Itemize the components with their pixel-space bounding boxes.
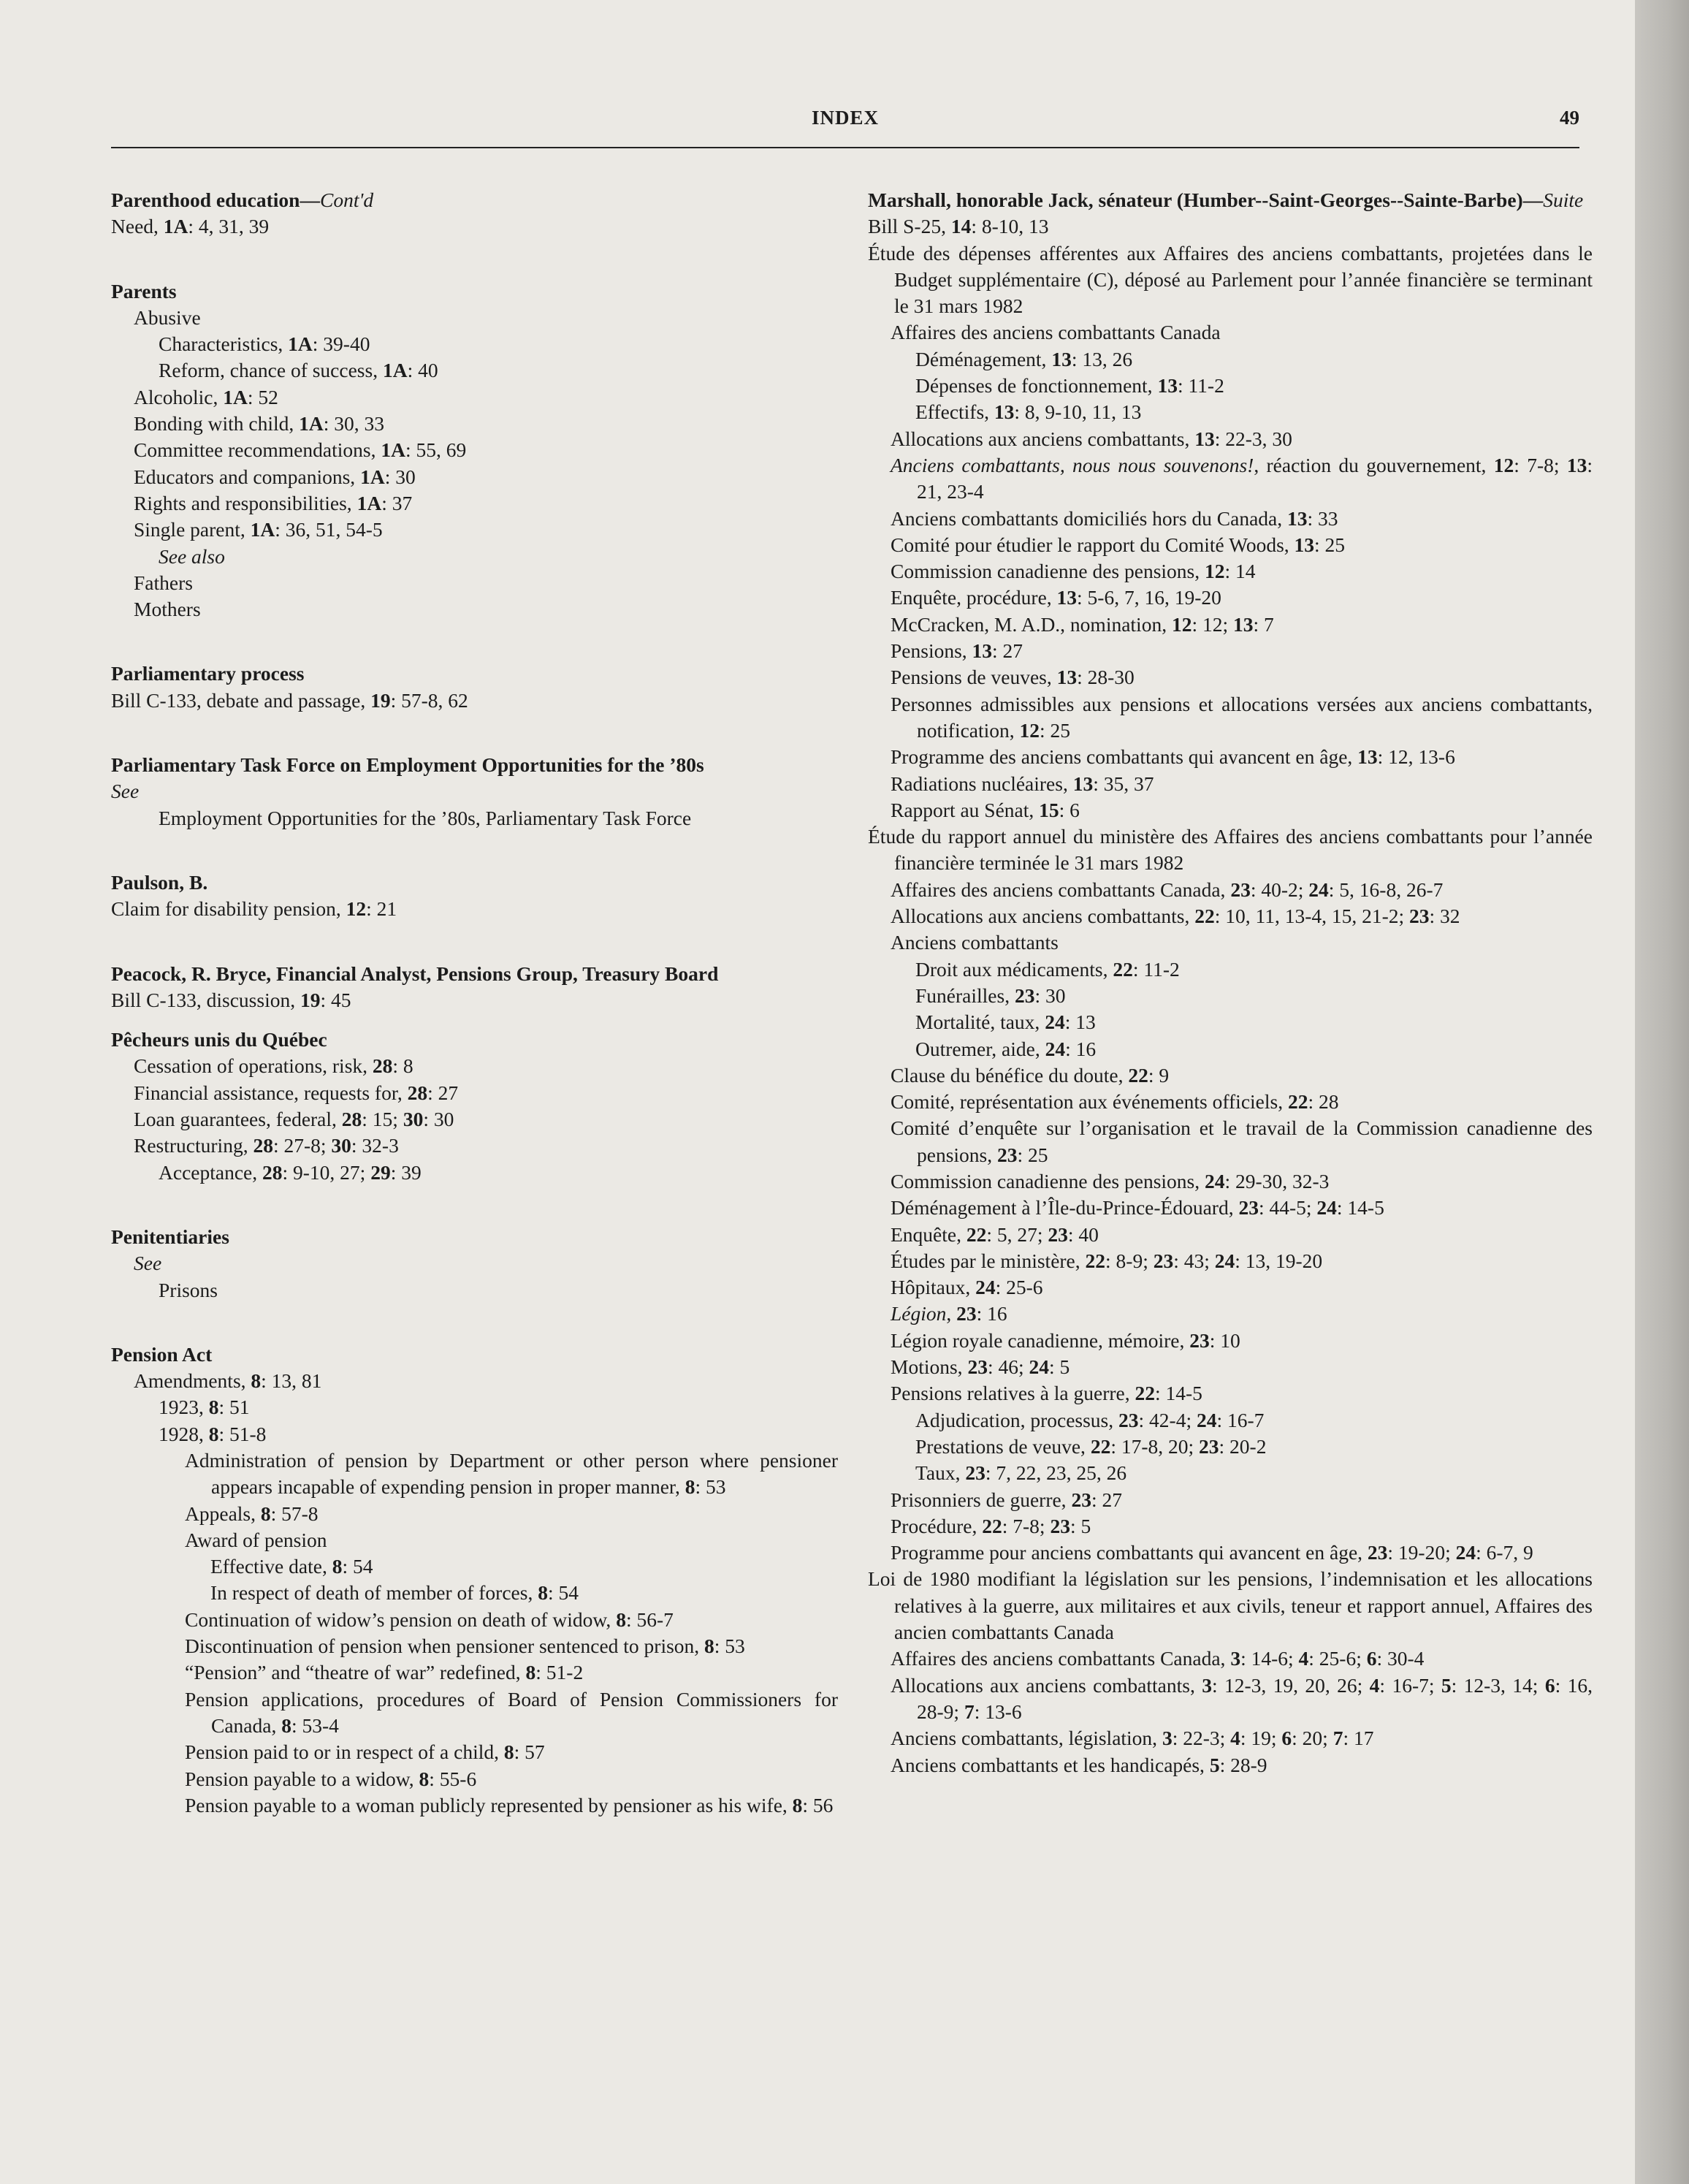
index-entry: Étude des dépenses afférentes aux Affaires des anciens combattants, projetées dans le Budget supplémentaire (C), déposé au Parlement pour l’année financière se terminant le 31 mars 1982 (868, 241, 1593, 318)
index-entry: Employment Opportunities for the ’80s, Parliamentary Task Force (159, 806, 692, 829)
index-entry: Allocations aux anciens combattants, 13: 22-3, 30 (891, 427, 1292, 450)
index-entry: Bill C-133, discussion, 19: 45 (111, 988, 351, 1011)
index-entry: Need, 1A: 4, 31, 39 (111, 215, 270, 238)
index-entry: Personnes admissibles aux pensions et allocations versées aux anciens combattants, notification, 12: 25 (891, 692, 1593, 742)
index-entry: Pensions de veuves, 13: 28-30 (891, 666, 1135, 689)
index-heading: Pêcheurs unis du Québec (111, 1028, 327, 1051)
index-entry: Pensions relatives à la guerre, 22: 14-5 (891, 1382, 1202, 1405)
index-entry: Anciens combattants et les handicapés, 5: 28-9 (891, 1753, 1267, 1776)
index-entry: Commission canadienne des pensions, 24: 29-30, 32-3 (891, 1169, 1330, 1192)
index-entry: Taux, 23: 7, 22, 23, 25, 26 (915, 1461, 1127, 1485)
index-entry: Appeals, 8: 57-8 (185, 1502, 319, 1525)
index-entry: Effectifs, 13: 8, 9-10, 11, 13 (915, 400, 1142, 424)
index-column-right (868, 187, 1593, 1778)
index-entry: Programme des anciens combattants qui avancent en âge, 13: 12, 13-6 (891, 745, 1455, 769)
index-heading: Parents (111, 279, 177, 303)
index-entry: Clause du bénéfice du doute, 22: 9 (891, 1063, 1170, 1087)
index-entry: Anciens combattants domiciliés hors du Canada, 13: 33 (891, 506, 1338, 530)
index-entry: Effective date, 8: 54 (210, 1555, 373, 1578)
index-entry: Claim for disability pension, 12: 21 (111, 897, 397, 921)
index-entry: McCracken, M. A.D., nomination, 12: 12; 13: 7 (891, 612, 1274, 636)
index-heading: Parliamentary Task Force on Employment Opportunities for the ’80s (111, 753, 704, 777)
index-entry: Rapport au Sénat, 15: 6 (891, 798, 1080, 821)
index-entry: Radiations nucléaires, 13: 35, 37 (891, 772, 1154, 795)
index-entry: Affaires des anciens combattants Canada, 3: 14-6; 4: 25-6; 6: 30-4 (891, 1647, 1425, 1670)
index-entry: Anciens combattants, législation, 3: 22-3; 4: 19; 6: 20; 7: 17 (891, 1727, 1374, 1750)
index-entry: Comité d’enquête sur l’organisation et le travail de la Commission canadienne des pensions, 23: 25 (891, 1116, 1593, 1166)
index-heading: Peacock, R. Bryce, Financial Analyst, Pensions Group, Treasury Board (111, 962, 719, 985)
index-entry: Programme pour anciens combattants qui avancent en âge, 23: 19-20; 24: 6-7, 9 (891, 1541, 1533, 1564)
index-entry: Allocations aux anciens combattants, 22: 10, 11, 13-4, 15, 21-2; 23: 32 (891, 905, 1460, 928)
index-entry: Comité pour étudier le rapport du Comité Woods, 13: 25 (891, 533, 1346, 556)
index-entry: Prestations de veuve, 22: 17-8, 20; 23: 20-2 (915, 1434, 1267, 1458)
index-entry: Award of pension (185, 1528, 327, 1551)
index-entry: Alcoholic, 1A: 52 (134, 385, 278, 408)
index-entry: Légion, 23: 16 (891, 1302, 1007, 1325)
index-entry: Droit aux médicaments, 22: 11-2 (915, 957, 1180, 981)
index-entry: Educators and companions, 1A: 30 (134, 465, 416, 488)
index-entry: Outremer, aide, 24: 16 (915, 1037, 1097, 1060)
index-entry: Hôpitaux, 24: 25-6 (891, 1276, 1043, 1299)
index-entry: Rights and responsibilities, 1A: 37 (134, 491, 413, 514)
index-entry: “Pension” and “theatre of war” redefined, 8: 51-2 (185, 1661, 584, 1684)
index-entry: Financial assistance, requests for, 28: 27 (134, 1081, 459, 1104)
index-entry: Committee recommendations, 1A: 55, 69 (134, 438, 467, 462)
index-heading: Marshall, honorable Jack, sénateur (Humber--Saint-Georges--Sainte-Barbe)—Suite (868, 189, 1584, 211)
page-number: 49 (1560, 107, 1579, 129)
index-entry: Commission canadienne des pensions, 12: 14 (891, 560, 1256, 583)
index-entry: Amendments, 8: 13, 81 (134, 1369, 322, 1393)
index-entry: Déménagement, 13: 13, 26 (915, 347, 1133, 370)
index-entry: Continuation of widow’s pension on death of widow, 8: 56-7 (185, 1607, 674, 1631)
index-entry: Bill S-25, 14: 8-10, 13 (868, 215, 1049, 238)
index-entry: 1928, 8: 51-8 (159, 1422, 267, 1445)
index-entry: Pension payable to a woman publicly represented by pensioner as his wife, 8: 56 (185, 1793, 834, 1816)
index-entry: Étude du rapport annuel du ministère des Affaires des anciens combattants pour l’année financière terminée le 31 mars 1982 (868, 825, 1593, 875)
index-entry: Enquête, procédure, 13: 5-6, 7, 16, 19-20 (891, 586, 1221, 609)
index-entry: Mortalité, taux, 24: 13 (915, 1011, 1096, 1034)
index-entry: Bonding with child, 1A: 30, 33 (134, 412, 385, 435)
index-entry: Dépenses de fonctionnement, 13: 11-2 (915, 374, 1224, 397)
index-entry: Pension applications, procedures of Board of Pension Commissioners for Canada, 8: 53-4 (185, 1687, 838, 1737)
index-entry: Motions, 23: 46; 24: 5 (891, 1355, 1070, 1379)
index-entry: Mothers (134, 598, 201, 621)
index-entry: Prisons (159, 1278, 218, 1301)
index-entry: Loan guarantees, federal, 28: 15; 30: 30 (134, 1108, 454, 1131)
index-entry: Loi de 1980 modifiant la législation sur les pensions, l’indemnisation et les allocations relatives à la guerre, aux militaires et aux civils, teneur et rapport annuel, Affaires des ancien combattants Canada (868, 1567, 1593, 1644)
index-heading: Penitentiaries (111, 1225, 229, 1248)
index-entry: Anciens combattants (891, 931, 1059, 954)
index-entry: 1923, 8: 51 (159, 1396, 250, 1419)
header-rule (111, 147, 1579, 148)
index-entry: Anciens combattants, nous nous souvenons!, réaction du gouvernement, 12: 7-8; 13: 21, 23-4 (891, 453, 1593, 503)
index-entry: Comité, représentation aux événements officiels, 22: 28 (891, 1090, 1339, 1114)
index-entry: Abusive (134, 305, 201, 329)
index-heading: Parliamentary process (111, 662, 305, 685)
index-entry: Allocations aux anciens combattants, 3: 12-3, 19, 20, 26; 4: 16-7; 5: 12-3, 14; 6: 16, 28-9; 7: 13-6 (891, 1673, 1593, 1723)
index-entry: Cessation of operations, risk, 28: 8 (134, 1054, 413, 1078)
page-header (111, 107, 1579, 143)
index-entry: In respect of death of member of forces, 8: 54 (210, 1581, 579, 1605)
index-column-left (111, 187, 838, 1819)
index-entry: Études par le ministère, 22: 8-9; 23: 43; 24: 13, 19-20 (891, 1249, 1323, 1272)
index-entry: Single parent, 1A: 36, 51, 54-5 (134, 518, 383, 541)
index-entry: Bill C-133, debate and passage, 19: 57-8, 62 (111, 688, 468, 712)
index-heading: Pension Act (111, 1342, 213, 1366)
see-label: See (134, 1252, 162, 1275)
index-entry: Pension payable to a widow, 8: 55-6 (185, 1767, 477, 1790)
index-entry: Pension paid to or in respect of a child, 8: 57 (185, 1740, 545, 1764)
index-heading: Paulson, B. (111, 870, 208, 894)
see-also-label: See also (159, 544, 225, 568)
index-entry: Administration of pension by Department or other person where pensioner appears incapable of expending pension in proper manner, 8: 53 (185, 1448, 838, 1499)
index-entry: Reform, chance of success, 1A: 40 (159, 359, 438, 382)
index-entry: Funérailles, 23: 30 (915, 983, 1066, 1007)
index-entry: Légion royale canadienne, mémoire, 23: 10 (891, 1328, 1240, 1352)
index-entry: Restructuring, 28: 27-8; 30: 32-3 (134, 1134, 399, 1157)
index-entry: Déménagement à l’Île-du-Prince-Édouard, 23: 44-5; 24: 14-5 (891, 1196, 1384, 1220)
see-label: See (111, 780, 140, 803)
index-entry: Discontinuation of pension when pensioner sentenced to prison, 8: 53 (185, 1635, 745, 1658)
index-entry: Pensions, 13: 27 (891, 639, 1023, 663)
index-entry: Affaires des anciens combattants Canada (891, 321, 1221, 344)
index-heading: Parenthood education—Cont'd (111, 189, 374, 211)
index-entry: Procédure, 22: 7-8; 23: 5 (891, 1514, 1091, 1537)
index-entry: Characteristics, 1A: 39-40 (159, 332, 370, 356)
header-title: INDEX (811, 107, 879, 129)
index-entry: Adjudication, processus, 23: 42-4; 24: 16-7 (915, 1408, 1265, 1431)
index-entry: Fathers (134, 571, 193, 594)
index-entry: Affaires des anciens combattants Canada, 23: 40-2; 24: 5, 16-8, 26-7 (891, 878, 1444, 901)
page-edge (1635, 0, 1689, 2184)
index-entry: Acceptance, 28: 9-10, 27; 29: 39 (159, 1160, 422, 1184)
index-entry: Prisonniers de guerre, 23: 27 (891, 1488, 1122, 1511)
index-entry: Enquête, 22: 5, 27; 23: 40 (891, 1222, 1099, 1246)
